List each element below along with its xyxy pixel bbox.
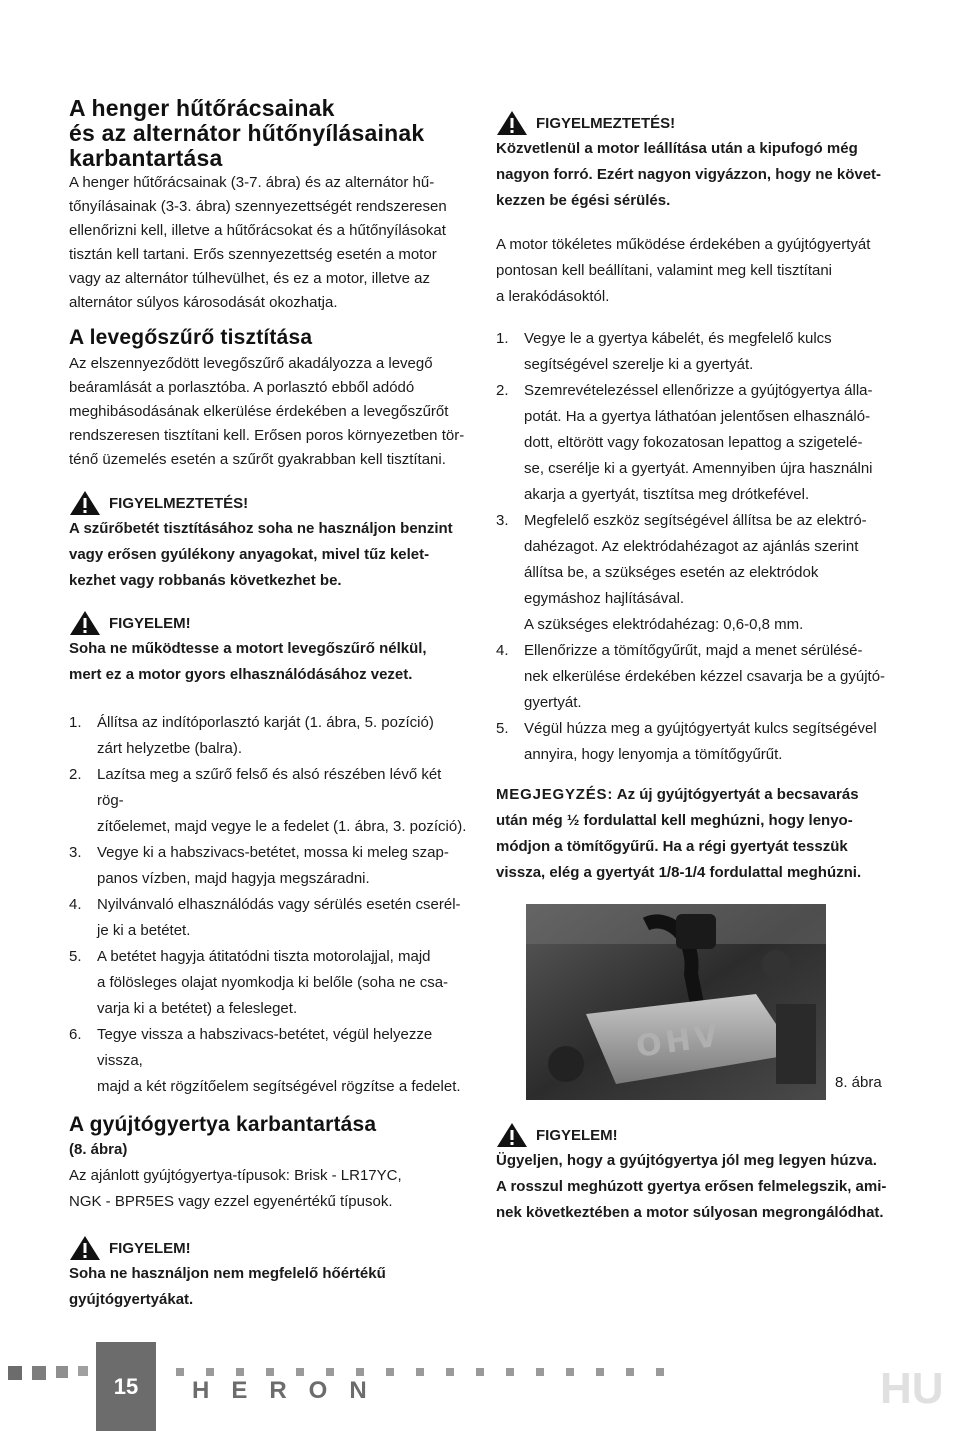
decor-square [32,1366,46,1380]
warning-block-fuel [69,490,467,594]
warning-line: Közvetlenül a motor leállítása után a kipufogó még [496,140,858,157]
step-line: dahézagot. Az elektródahézagot az ajánlás szerint [524,538,859,555]
left-column [69,96,467,1313]
text-line: tőnyílásainak (3-3. ábra) szennyezettségét rendszeresen [69,198,447,215]
title-line: A henger hűtőrácsainak [69,95,335,121]
step-line: potát. Ha a gyertya láthatóan jelentősen elhasználó- [524,408,871,425]
step-line: Tegye vissza a habszivacs-betétet, végül helyezze vissza, [97,1026,433,1069]
step-line: a fölösleges olajat nyomkodja ki belőle (soha ne csa- [97,974,449,991]
warning-label: FIGYELEM! [536,1126,618,1144]
text-line: Az ajánlott gyújtógyertya-típusok: Brisk - LR17YC, [69,1167,402,1184]
step-line: Ellenőrizze a tömítőgyűrűt, majd a menet sérülésé- [524,642,863,659]
warning-line: nagyon forró. Ezért nagyon vigyázzon, hogy ne követ- [496,166,882,183]
list-item [496,378,892,508]
text-line: beáramlását a porlasztóba. A porlasztó ebből adódó [69,379,415,396]
list-item [496,716,892,768]
text-line: ellenőrizni kell, illetve a hűtőrácsokat és a hűtőnyílásokat [69,222,446,239]
warning-triangle-icon [69,610,101,636]
decor-square [416,1368,424,1376]
step-line: gyertyát. [524,694,582,711]
step-line: zítőelemet, majd vegye le a fedelet (1. ábra, 3. pozíció). [97,818,467,835]
note-label: MEGJEGYZÉS: [496,786,614,803]
step-line: je ki a betétet. [97,922,191,939]
right-column [496,110,892,1226]
title-line: karbantartása [69,145,223,171]
text-line: ténő üzemelés esetén a szűrőt gyakrabban kell tisztítani. [69,451,446,468]
decor-square [8,1366,22,1380]
decor-square [656,1368,664,1376]
page-number-box [96,1342,156,1431]
warning-triangle-icon [69,490,101,516]
warning-line: Soha ne működtesse a motort levegőszűrő nélkül, [69,640,427,657]
step-line: Végül húzza meg a gyújtógyertyát kulcs segítségével [524,720,877,737]
warning-line: vagy erősen gyúlékony anyagokat, mivel tűz kelet- [69,546,430,563]
step-line: panos vízben, majd hagyja megszáradni. [97,870,370,887]
warning-block-heat-value [69,1235,467,1313]
warning-heading [69,490,467,516]
step-line: dott, eltörött vagy fokozatosan lepattog a szigetelé- [524,434,863,451]
decor-square [596,1368,604,1376]
step-line: A betétet hagyja átitatódni tiszta motorolajjal, majd [97,948,431,965]
list-item [69,892,467,944]
step-line: Megfelelő eszköz segítségével állítsa be az elektró- [524,512,867,529]
note-line: vissza, elég a gyertyát 1/8-1/4 fordulattal meghúzni. [496,864,862,881]
warning-label: FIGYELEM! [109,614,191,632]
air-filter-paragraph [69,352,467,472]
warning-block-filter [69,610,467,688]
list-item [496,326,892,378]
warning-line: gyújtógyertyákat. [69,1291,194,1308]
figure-caption: 8. ábra [835,1074,882,1091]
section-title-cooling [69,96,467,171]
decor-square [266,1368,274,1376]
warning-line: mert ez a motor gyors elhasználódásához vezet. [69,666,413,683]
step-line: akarja a gyertyát, tisztítsa meg drótkefével. [524,486,810,503]
engine-photo [526,904,826,1100]
step-line: nek elkerülése érdekében kézzel csavarja be a gyújtó- [524,668,886,685]
decor-square [206,1368,214,1376]
step-line: állítsa be, a szükséges esetén az elektródok egymáshoz hajlításával. [524,564,819,607]
warning-heading [496,1122,892,1148]
decor-square [356,1368,364,1376]
step-line: Állítsa az indítóporlasztó karját (1. ábra, 5. pozíció) [97,714,434,731]
list-item [69,710,467,762]
ohv-label: OHV [633,1018,724,1065]
text-line: alternátor súlyos károsodását okozhatja. [69,294,338,311]
warning-heading [69,1235,467,1261]
text-line: NGK - BPR5ES vagy ezzel egyenértékű típusok. [69,1193,393,1210]
note-block [496,782,892,886]
step-number: 1. [496,330,509,347]
warning-triangle-icon [496,110,528,136]
decor-square [446,1368,454,1376]
list-item [496,508,892,638]
step-line: Vegye le a gyertya kábelét, és megfelelő kulcs [524,330,832,347]
brand-logo: HERON [192,1377,389,1404]
engine-image [526,904,826,1100]
decor-square [626,1368,634,1376]
decor-square [236,1368,244,1376]
note-line: Az új gyújtógyertyát a becsavarás [613,786,859,803]
step-number: 2. [496,382,509,399]
decor-square [296,1368,304,1376]
note-line: után még ½ fordulattal kell meghúzni, hogy lenyo- [496,812,853,829]
step-number: 2. [69,766,82,783]
warning-line: kezhet vagy robbanás következhet be. [69,572,342,589]
step-line: annyira, hogy lenyomja a tömítőgyűrűt. [524,746,783,763]
list-item [69,1022,467,1100]
warning-block-tighten [496,1122,892,1226]
list-item [69,944,467,1022]
step-line: segítségével szerelje ki a gyertyát. [524,356,754,373]
warning-triangle-icon [496,1122,528,1148]
section-subtitle: (8. ábra) [69,1141,128,1158]
text-line: rendszeresen tisztítani kell. Erősen poros környezetben tör- [69,427,465,444]
step-number: 3. [496,512,509,529]
step-line: varja ki a betétet) a felesleget. [97,1000,298,1017]
step-number: 6. [69,1026,82,1043]
decor-square [476,1368,484,1376]
step-line: zárt helyzetbe (balra). [97,740,243,757]
section-title-air-filter: A levegőszűrő tisztítása [69,326,313,349]
warning-line: A szűrőbetét tisztításához soha ne használjon benzint [69,520,453,537]
page-number: 15 [113,1373,139,1399]
warning-label: FIGYELEM! [109,1239,191,1257]
step-line: Szemrevételezéssel ellenőrizze a gyújtógyertya álla- [524,382,873,399]
step-number: 1. [69,714,82,731]
warning-line: nek következtében a motor súlyosan megrongálódhat. [496,1204,884,1221]
warning-heading [69,610,467,636]
list-item [69,840,467,892]
title-line: és az alternátor hűtőnyílásainak [69,120,425,146]
language-code: HU [880,1364,944,1413]
decor-square [386,1368,394,1376]
step-number: 5. [496,720,509,737]
step-line: Lazítsa meg a szűrő felső és alsó részében lévő két rög- [97,766,442,809]
decor-square [78,1366,88,1376]
step-number: 3. [69,844,82,861]
warning-triangle-icon [69,1235,101,1261]
air-filter-steps [69,710,467,1100]
text-line: Az elszennyeződött levegőszűrő akadályozza a levegő [69,355,433,372]
step-line: A szükséges elektródahézag: 0,6-0,8 mm. [524,616,804,633]
text-line: A henger hűtőrácsainak (3-7. ábra) és az alternátor hű- [69,174,435,191]
step-number: 5. [69,948,82,965]
decor-square [176,1368,184,1376]
warning-block-hot [496,110,892,214]
warning-heading [496,110,892,136]
step-number: 4. [496,642,509,659]
decor-square [506,1368,514,1376]
decor-square [566,1368,574,1376]
text-line: meghibásodásának elkerülése érdekében a levegőszűrőt [69,403,449,420]
step-number: 4. [69,896,82,913]
warning-line: Soha ne használjon nem megfelelő hőértékű [69,1265,386,1282]
warning-line: A rosszul meghúzott gyertya erősen felmelegszik, ami- [496,1178,887,1195]
spark-plug-intro [496,232,892,310]
cooling-paragraph [69,171,467,315]
text-line: vagy az alternátor túlhevülhet, és ez a motor, illetve az [69,270,431,287]
list-item [496,638,892,716]
section-title-spark-plug: A gyújtógyertya karbantartása [69,1113,377,1136]
warning-label: FIGYELMEZTETÉS! [109,494,249,512]
text-line: a lerakódásoktól. [496,288,610,305]
spark-plug-steps [496,326,892,768]
step-line: Nyilvánvaló elhasználódás vagy sérülés esetén cserél- [97,896,461,913]
decor-square [326,1368,334,1376]
list-item [69,762,467,840]
step-line: Vegye ki a habszivacs-betétet, mossa ki meleg szap- [97,844,449,861]
text-line: A motor tökéletes működése érdekében a gyújtógyertyát [496,236,871,253]
warning-line: Ügyeljen, hogy a gyújtógyertya jól meg legyen húzva. [496,1152,877,1169]
warning-line: kezzen be égési sérülés. [496,192,671,209]
step-line: majd a két rögzítőelem segítségével rögzítse a fedelet. [97,1078,461,1095]
decor-square [536,1368,544,1376]
figure-8 [496,904,892,1104]
warning-label: FIGYELMEZTETÉS! [536,114,676,132]
step-line: se, cserélje ki a gyertyát. Amennyiben újra használni [524,460,873,477]
note-line: módjon a tömítőgyűrű. Ha a régi gyertyát tesszük [496,838,848,855]
text-line: pontosan kell beállítani, valamint meg kell tisztítani [496,262,833,279]
decor-square [56,1366,68,1378]
text-line: tisztán kell tartani. Erős szennyezettség esetén a motor [69,246,437,263]
